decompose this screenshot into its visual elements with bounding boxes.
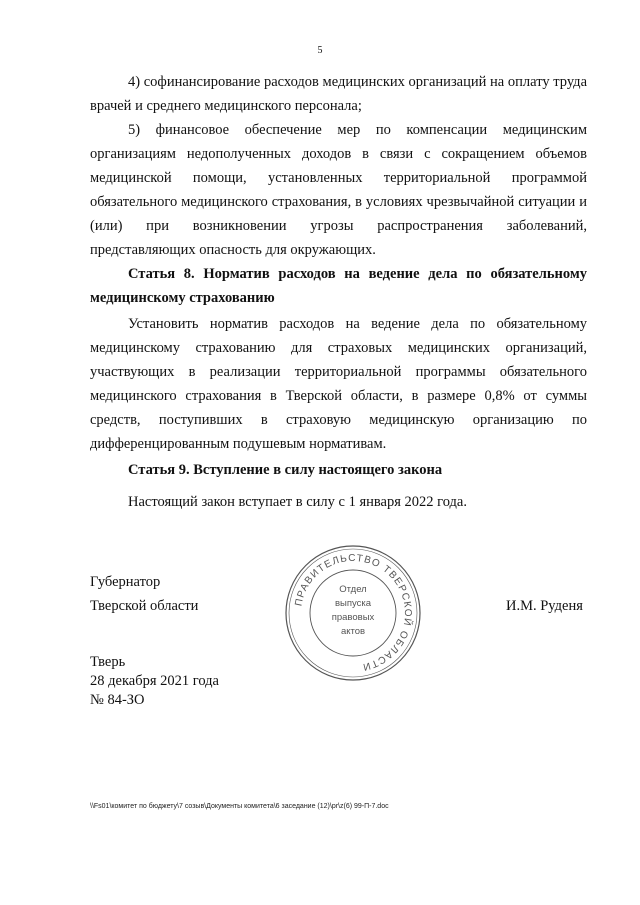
place-and-date	[90, 653, 219, 710]
stamp-center-line1: Отдел	[339, 584, 367, 595]
stamp-ring-text: ПРАВИТЕЛЬСТВО ТВЕРСКОЙ ОБЛАСТИ	[293, 552, 414, 673]
article-8-heading: Статья 8. Норматив расходов на ведение дела по обязательному медицинскому страхованию	[90, 266, 587, 306]
place-city: Тверь	[90, 654, 126, 670]
page-number: 5	[317, 45, 323, 56]
signature-title-line2: Тверской области	[90, 598, 199, 614]
paragraph-item-5: 5) финансовое обеспечение мер по компенсации медицинским организациям недополученных доходов в связи с сокращением объемов медицинской помощи, установленных территориальной программой обязательного медицинского страхования, в условиях чрезвычайной ситуации и (или) при возникновении угрозы распространения заболеваний, представляющих опасность для окружающих.	[90, 122, 587, 258]
law-date: 28 декабря 2021 года	[90, 673, 219, 689]
paragraph-item-4: 4) софинансирование расходов медицинских организаций на оплату труда врачей и среднего медицинского персонала;	[90, 74, 587, 114]
official-stamp	[283, 543, 423, 683]
article-9-heading: Статья 9. Вступление в силу настоящего закона	[128, 462, 443, 478]
article-9-text: Настоящий закон вступает в силу с 1 января 2022 года.	[128, 494, 467, 510]
stamp-center-line4: актов	[340, 626, 366, 637]
stamp-center-line3: правовых	[331, 612, 375, 623]
signatory-name: И.М. Руденя	[506, 598, 583, 614]
article-8-text: Установить норматив расходов на ведение дела по обязательному медицинскому страхованию для страховых медицинских организаций, участвующих в реализации территориальной программы обязательного медицинского страхования в Тверской области, в размере 0,8% от суммы средств, поступивших в страховую медицинскую организацию по дифференцированным подушевым нормативам.	[90, 316, 587, 452]
signature-title	[90, 570, 198, 618]
stamp-center-line2: выпуска	[334, 598, 372, 609]
signature-title-line1: Губернатор	[90, 574, 161, 590]
footer-file-path: \\Fs01\комитет по бюджету\7 созыв\Документы комитета\6 заседание (12)\pr\z(6) 99-П-7.doc	[90, 803, 389, 810]
law-number: № 84-ЗО	[90, 692, 145, 708]
